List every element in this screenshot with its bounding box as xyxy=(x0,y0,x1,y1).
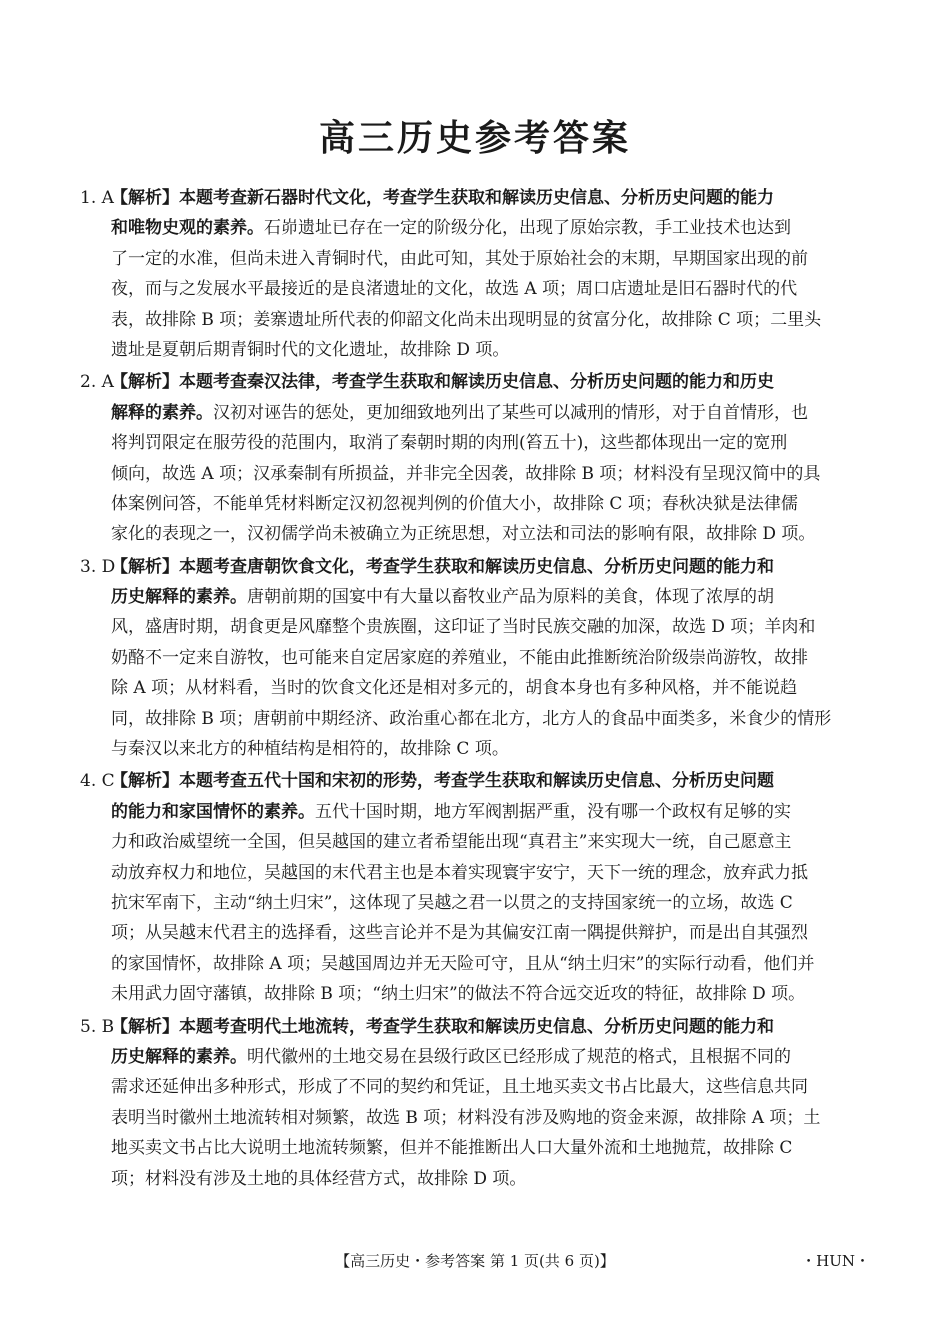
answer-line xyxy=(80,1042,870,1072)
answer-text: 明代徽州的土地交易在县级行政区已经形成了规范的格式，且根据不同的 xyxy=(247,1046,791,1067)
answer-line xyxy=(80,459,870,489)
answer-line xyxy=(80,1103,870,1133)
answer-line xyxy=(80,335,870,365)
answer-text: 同，故排除 B 项；唐朝前中期经济、政治重心都在北方，北方人的食品中面类多，米食少的情形 xyxy=(111,708,832,729)
analysis-summary: 本题考查秦汉法律，考查学生获取和解读历史信息、分析历史问题的能力和历史 xyxy=(179,372,774,393)
answer-line xyxy=(80,827,870,857)
answer-number: 2. A xyxy=(80,372,114,393)
answer-text: 动放弃权力和地位，吴越国的末代君主也是本着实现寰宇安宁，天下一统的理念，放弃武力抵 xyxy=(111,862,808,883)
answer-item xyxy=(80,552,870,765)
answer-text: 表，故排除 B 项；姜寨遗址所代表的仰韶文化尚未出现明显的贫富分化，故排除 C 项；二里头 xyxy=(111,309,822,330)
answer-text: 与秦汉以来北方的种植结构是相符的，故排除 C 项。 xyxy=(111,739,509,760)
answer-line xyxy=(80,519,870,549)
answer-line xyxy=(80,918,870,948)
answer-text: 将判罚限定在服劳役的范围内，取消了秦朝时期的肉刑(笞五十)，这些都体现出一定的宽刑 xyxy=(111,433,788,454)
answer-text: 夜，而与之发展水平最接近的是良渚遗址的文化，故选 A 项；周口店遗址是旧石器时代的代 xyxy=(111,279,798,300)
answer-number: 5. B xyxy=(80,1016,115,1037)
answer-text: 力和政治威望统一全国，但吴越国的建立者希望能出现“真君主”来实现大一统，自己愿意主 xyxy=(111,832,792,853)
answer-line xyxy=(80,398,870,428)
answer-first-line xyxy=(80,552,870,582)
answer-item xyxy=(80,367,870,549)
answer-line xyxy=(80,1072,870,1102)
answer-line xyxy=(80,428,870,458)
answer-line xyxy=(80,643,870,673)
answer-text: 地买卖文书占比大说明土地流转频繁，但并不能推断出人口大量外流和土地抛荒，故排除 C xyxy=(111,1138,793,1159)
analysis-summary-end: 历史解释的素养。 xyxy=(111,1046,247,1067)
answer-line xyxy=(80,734,870,764)
page-title: 高三历史参考答案 xyxy=(318,118,631,159)
answer-line xyxy=(80,858,870,888)
answer-item xyxy=(80,183,870,365)
footer-code: ・HUN・ xyxy=(801,1252,870,1270)
analysis-tag: 【解析】 xyxy=(111,372,179,393)
answer-text: 抗宋军南下，主动“纳土归宋”，这体现了吴越之君一以贯之的支持国家统一的立场，故选 C xyxy=(111,893,793,914)
analysis-summary-end: 解释的素养。 xyxy=(111,402,213,423)
answer-line xyxy=(80,888,870,918)
answer-text: 需求还延伸出多种形式，形成了不同的契约和凭证，且土地买卖文书占比最大，这些信息共同 xyxy=(111,1077,808,1098)
answer-line xyxy=(80,704,870,734)
analysis-summary-end: 和唯物史观的素养。 xyxy=(111,218,264,239)
answer-line xyxy=(80,213,870,243)
answer-line xyxy=(80,489,870,519)
answer-text: 五代十国时期，地方军阀割据严重，没有哪一个政权有足够的实 xyxy=(315,801,791,822)
answer-line xyxy=(80,1164,870,1194)
analysis-summary-end: 的能力和家国情怀的素养。 xyxy=(111,801,315,822)
analysis-tag: 【解析】 xyxy=(111,771,179,792)
answer-text: 唐朝前期的国宴中有大量以畜牧业产品为原料的美食，体现了浓厚的胡 xyxy=(247,587,774,608)
answer-line xyxy=(80,949,870,979)
answer-text: 项；材料没有涉及土地的具体经营方式，故排除 D 项。 xyxy=(111,1168,527,1189)
answer-text: 家化的表现之一，汉初儒学尚未被确立为正统思想，对立法和司法的影响有限，故排除 D 项。 xyxy=(111,524,816,545)
answer-line xyxy=(80,274,870,304)
analysis-tag: 【解析】 xyxy=(111,556,179,577)
answer-list xyxy=(80,183,870,1196)
page-footer: 【高三历史・参考答案 第 1 页(共 6 页)】 xyxy=(335,1252,615,1270)
answer-line xyxy=(80,244,870,274)
answer-number: 1. A xyxy=(80,188,114,208)
answer-text: 除 A 项；从材料看，当时的饮食文化还是相对多元的，胡食本身也有多种风格，并不能说趋 xyxy=(111,678,798,699)
answer-text: 了一定的水准，但尚未进入青铜时代，由此可知，其处于原始社会的末期，早期国家出现的前 xyxy=(111,248,808,269)
analysis-tag: 【解析】 xyxy=(111,188,179,208)
analysis-summary: 本题考查唐朝饮食文化，考查学生获取和解读历史信息、分析历史问题的能力和 xyxy=(179,556,774,577)
answer-line xyxy=(80,673,870,703)
answer-text: 项；从吴越末代君主的选择看，这些言论并不是为其偏安江南一隅提供辩护，而是出自其强烈 xyxy=(111,923,808,944)
answer-text: 倾向，故选 A 项；汉承秦制有所损益，并非完全因袭，故排除 B 项；材料没有呈现汉简中的具 xyxy=(111,463,821,484)
answer-first-line xyxy=(80,367,870,397)
analysis-tag: 【解析】 xyxy=(111,1016,179,1037)
answer-text: 汉初对诬告的惩处，更加细致地列出了某些可以减刑的情形，对于自首情形，也 xyxy=(213,402,808,423)
analysis-summary: 本题考查新石器时代文化，考查学生获取和解读历史信息、分析历史问题的能力 xyxy=(179,188,774,208)
analysis-summary: 本题考查五代十国和宋初的形势，考查学生获取和解读历史信息、分析历史问题 xyxy=(179,771,774,792)
answer-text: 的家国情怀，故排除 A 项；吴越国周边并无天险可守，且从“纳土归宋”的实际行动看，他们并 xyxy=(111,953,815,974)
answer-line xyxy=(80,1133,870,1163)
answer-first-line xyxy=(80,1012,870,1042)
answer-text: 表明当时徽州土地流转相对频繁，故选 B 项；材料没有涉及购地的资金来源，故排除 A 项；土 xyxy=(111,1107,821,1128)
answer-line xyxy=(80,305,870,335)
answer-text: 风，盛唐时期，胡食更是风靡整个贵族圈，这印证了当时民族交融的加深，故选 D 项；羊肉和 xyxy=(111,617,816,638)
answer-item xyxy=(80,766,870,1009)
answer-text: 体案例问答，不能单凭材料断定汉初忽视判例的价值大小，故排除 C 项；春秋决狱是法律儒 xyxy=(111,493,798,514)
answer-first-line xyxy=(80,183,870,213)
answer-text: 奶酪不一定来自游牧，也可能来自定居家庭的养殖业，不能由此推断统治阶级崇尚游牧，故排 xyxy=(111,647,808,668)
analysis-summary-end: 历史解释的素养。 xyxy=(111,587,247,608)
answer-first-line xyxy=(80,766,870,796)
answer-line xyxy=(80,582,870,612)
answer-text: 遗址是夏朝后期青铜时代的文化遗址，故排除 D 项。 xyxy=(111,340,510,361)
answer-text: 未用武力固守藩镇，故排除 B 项；“纳土归宋”的做法不符合远交近攻的特征，故排除 D 项。 xyxy=(111,984,806,1005)
answer-number: 3. D xyxy=(80,556,116,577)
answer-item xyxy=(80,1012,870,1194)
answer-line xyxy=(80,797,870,827)
answer-text: 石峁遗址已存在一定的阶级分化，出现了原始宗教，手工业技术也达到 xyxy=(264,218,791,239)
answer-number: 4. C xyxy=(80,771,115,792)
answer-line xyxy=(80,979,870,1009)
analysis-summary: 本题考查明代土地流转，考查学生获取和解读历史信息、分析历史问题的能力和 xyxy=(179,1016,774,1037)
answer-line xyxy=(80,612,870,642)
